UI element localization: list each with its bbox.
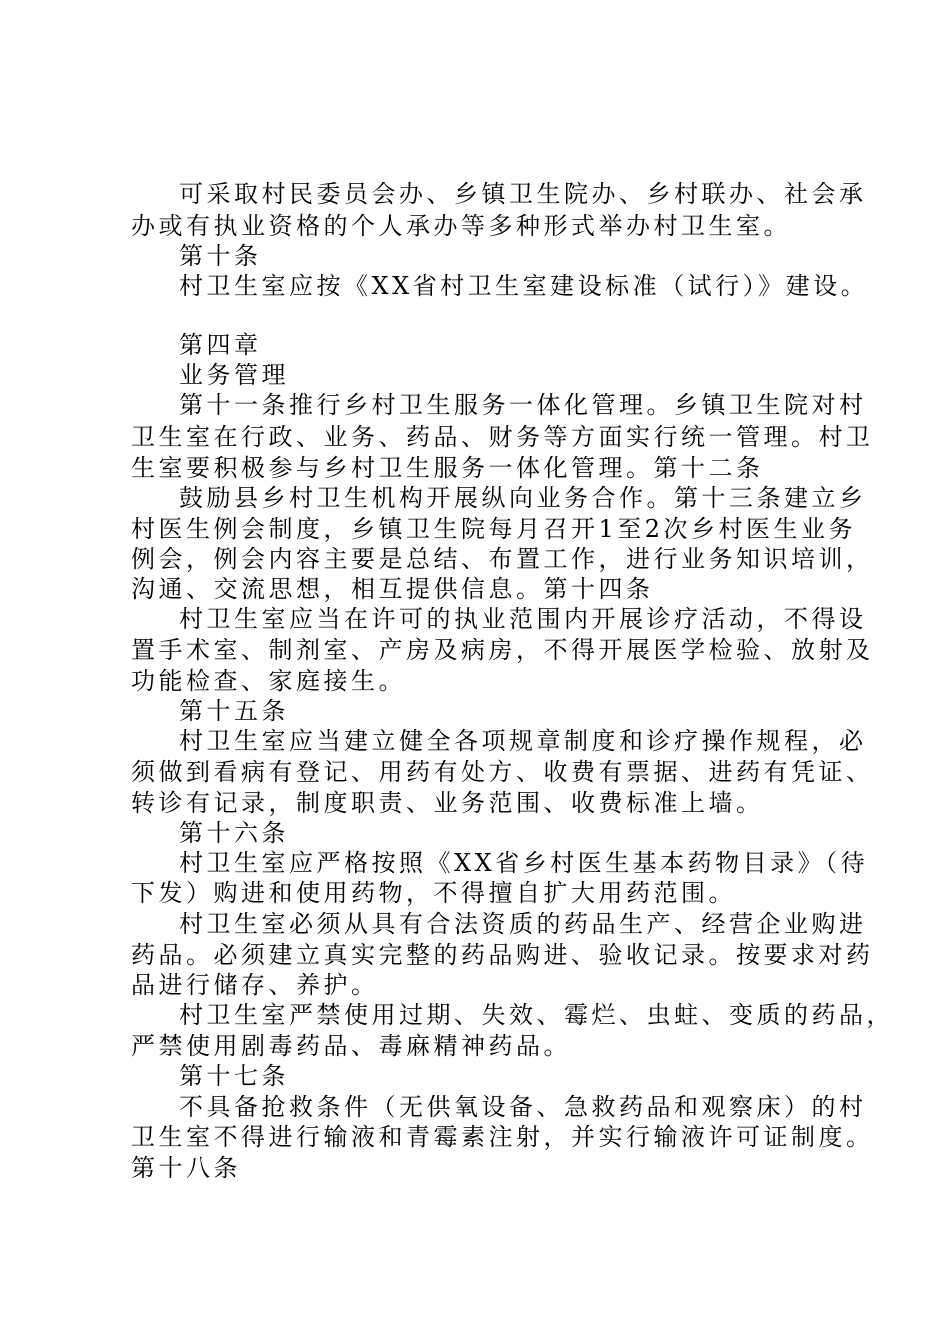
paragraph-line: 下发）购进和使用药物，不得擅自扩大用药范围。 (131, 879, 736, 907)
chapter-title: 业务管理 (179, 361, 289, 389)
paragraph-line: 第十一条推行乡村卫生服务一体化管理。乡镇卫生院对村 (179, 391, 867, 419)
paragraph-line: 沟通、交流思想，相互提供信息。第十四条 (131, 575, 654, 603)
paragraph-line: 须做到看病有登记、用药有处方、收费有票据、进药有凭证、 (131, 758, 874, 786)
paragraph-line: 置手术室、制剂室、产房及病房，不得开展医学检验、放射及 (131, 636, 874, 664)
paragraph-line: 村卫生室应严格按照《XX省乡村医生基本药物目录》（待 (179, 849, 869, 877)
paragraph-line: 生室要积极参与乡村卫生服务一体化管理。第十二条 (131, 454, 764, 482)
article-heading: 第十七条 (179, 1062, 289, 1090)
paragraph-line: 村卫生室必须从具有合法资质的药品生产、经营企业购进 (179, 910, 867, 938)
paragraph-line: 例会，例会内容主要是总结、布置工作，进行业务知识培训， (131, 545, 874, 573)
paragraph-line: 转诊有记录，制度职责、业务范围、收费标准上墙。 (131, 789, 764, 817)
paragraph-line: 卫生室不得进行输液和青霉素注射，并实行输液许可证制度。 (131, 1123, 874, 1151)
paragraph-line: 功能检查、家庭接生。 (131, 667, 406, 695)
paragraph-line: 村卫生室应当建立健全各项规章制度和诊疗操作规程，必 (179, 727, 867, 755)
article-heading: 第十六条 (179, 819, 289, 847)
paragraph-line: 卫生室在行政、业务、药品、财务等方面实行统一管理。村卫 (131, 423, 874, 451)
paragraph-line: 严禁使用剧毒药品、毒麻精神药品。 (131, 1032, 571, 1060)
paragraph-line: 可采取村民委员会办、乡镇卫生院办、乡村联办、社会承 (179, 180, 867, 208)
chapter-heading: 第四章 (179, 331, 262, 359)
paragraph-line: 村卫生室严禁使用过期、失效、霉烂、虫蛀、变质的药品， (179, 1001, 894, 1029)
paragraph-line: 村卫生室应按《XX省村卫生室建设标准（试行）》建设。 (179, 272, 869, 300)
paragraph-line: 村卫生室应当在许可的执业范围内开展诊疗活动，不得设 (179, 605, 867, 633)
article-heading: 第十八条 (131, 1154, 241, 1182)
paragraph-line: 品进行储存、养护。 (131, 971, 379, 999)
paragraph-line: 药品。必须建立真实完整的药品购进、验收记录。按要求对药 (131, 941, 874, 969)
paragraph-line: 不具备抢救条件（无供氧设备、急救药品和观察床）的村 (179, 1093, 867, 1121)
article-heading: 第十五条 (179, 697, 289, 725)
paragraph-line: 村医生例会制度，乡镇卫生院每月召开1至2次乡村医生业务 (131, 515, 857, 543)
article-heading: 第十条 (179, 242, 262, 270)
paragraph-line: 办或有执业资格的个人承办等多种形式举办村卫生室。 (131, 212, 791, 240)
paragraph-line: 鼓励县乡村卫生机构开展纵向业务合作。第十三条建立乡 (179, 484, 867, 512)
